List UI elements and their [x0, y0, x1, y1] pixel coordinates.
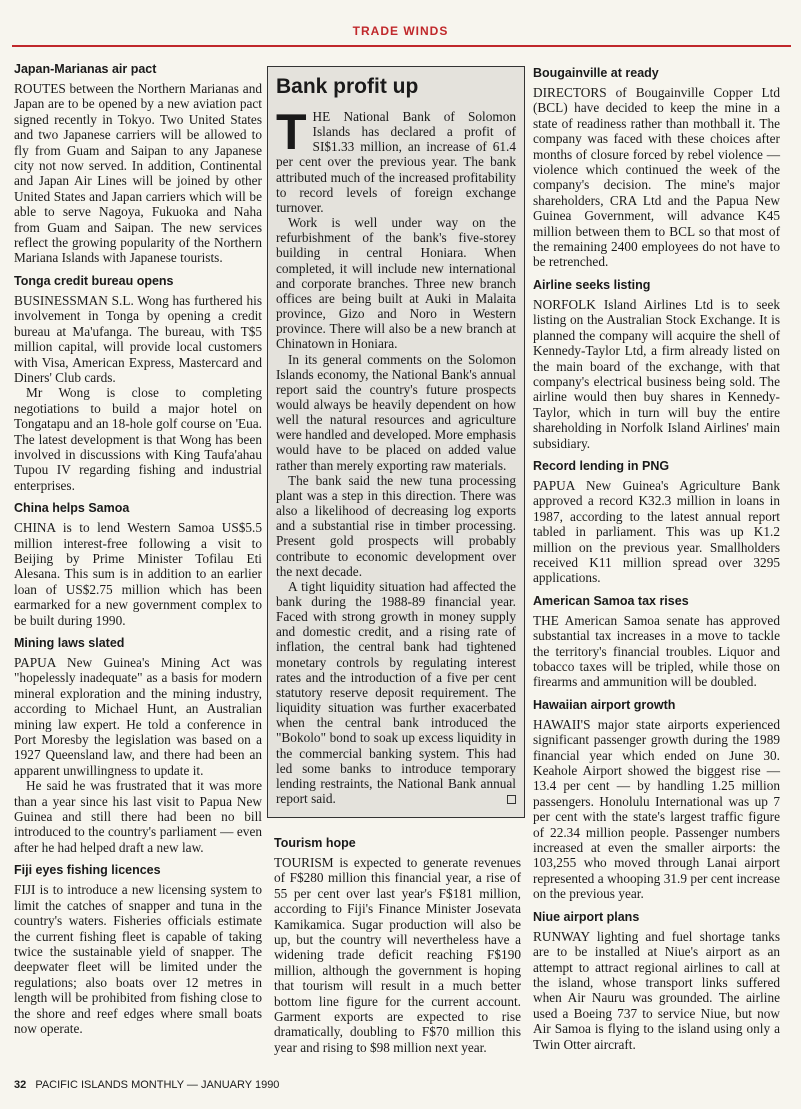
header-rule [12, 45, 791, 47]
publication-line: PACIFIC ISLANDS MONTHLY — JANUARY 1990 [35, 1079, 280, 1091]
story-tourism-hope [274, 836, 521, 1055]
story-paragraph: PAPUA New Guinea's Agriculture Bank approved a record K32.3 million in loans in 1987, according to the latest annual report tabled in parliament. This was up K1.2 million on the previous year. Smallholders received K11 million spread over 3295 applications. [533, 477, 780, 586]
feature-last-text: A tight liquidity situation had affected the bank during the 1988-89 financial year. Faced with strong growth in money supply and domestic credit, and a rising rate of inflation, the central bank had tightened monetary controls by regulating interest rates and the introduction of a five per cent statutory reserve deposit requirement. The liquidity situation was further exacerbated when the central bank introduced the "Bokolo" bond to soak up excess liquidity in the commercial banking system. This had led some banks to introduce temporary lending restraints, the National Bank annual report said. [276, 578, 516, 807]
story-paragraph: DIRECTORS of Bougainville Copper Ltd (BCL) have decided to keep the mine in a state of readiness rather than mothball it. The company was faced with these choices after months of closure forced by rebel violence — violence which continued the week of the company's decision. The mine's major shareholders, CRA Ltd and the Papua New Guinea Government, will advance K45 million between them to BCL so that most of the remaining 2400 employees do not have to be retrenched. [533, 85, 780, 270]
story-headline: Bougainville at ready [533, 66, 659, 80]
story-fiji-fishing [14, 863, 262, 1036]
feature-paragraph [276, 579, 516, 806]
page-footer [14, 1079, 279, 1091]
story-headline: Niue airport plans [533, 909, 640, 924]
feature-box-bank-profit [267, 66, 525, 818]
feature-lead-text: HE National Bank of Solomon Islands has declared a profit of SI$1.33 million, an increase of 61.4 per cent over the previous year. The bank attributed much of the increased profitability to record levels of foreign exchange turnover. [276, 109, 516, 215]
story-niue-airport [533, 910, 780, 1052]
feature-headline: Bank profit up [276, 75, 419, 98]
drop-cap: T [276, 104, 307, 160]
story-headline: Mining laws slated [14, 636, 125, 650]
section-title: TRADE WINDS [352, 24, 449, 38]
story-headline: American Samoa tax rises [533, 593, 689, 608]
story-paragraph: He said he was frustrated that it was more than a year since his last visit to Papua New Guinea and still there had been no bill introduced to the country's parliament — even after he had helped draft a new law. [14, 778, 262, 855]
story-headline: Tonga credit bureau opens [14, 273, 174, 288]
right-column [533, 66, 780, 1060]
story-headline: Airline seeks listing [533, 277, 651, 292]
feature-body [276, 104, 516, 807]
story-paragraph: RUNWAY lighting and fuel shortage tanks are to be installed at Niue's airport as an attempt to attract regional airlines to call at the island, whose transport links suffered when Air Nauru was grounded. The airline used a Boeing 737 to service Niue, but now Air Samoa is flying to the island using only a Twin Otter aircraft. [533, 928, 780, 1052]
story-china-samoa [14, 501, 262, 628]
story-headline: Tourism hope [274, 836, 356, 850]
left-column [14, 62, 262, 1044]
story-mining-laws [14, 636, 262, 855]
story-airline-listing [533, 278, 780, 451]
story-paragraph: THE American Samoa senate has approved substantial tax increases in a move to tackle the territory's financial troubles. Liquor and tobacco taxes will be tripled, while those on firearms and ammunition will be doubled. [533, 612, 780, 690]
story-headline: Hawaiian airport growth [533, 697, 676, 712]
story-paragraph: HAWAII'S major state airports experienced significant passenger growth during the 1989 financial year which ended on June 30. Keahole Airport showed the biggest rise — 13.4 per cent — by handling 1.25 million passengers. Honolulu International was up 7 per cent with the state's largest traffic figure of 22.34 million people. Passenger numbers increased at even the smaller airports: the 103,255 who moved through Lanai airport represented a whooping 31.9 per cent increase on the previous year. [533, 716, 780, 902]
story-tonga-credit [14, 274, 262, 493]
story-paragraph: Mr Wong is close to completing negotiations to build a major hotel on Tongatapu and an 18-hole golf course on 'Eua. The latest development is that Wong has been involved in discussions with King Taufa'ahau Tupou IV regarding fishing and industrial enterprises. [14, 385, 262, 493]
story-paragraph: FIJI is to introduce a new licensing system to limit the catches of snapper and tuna in the country's waters. Fisheries officials estimate the current fishing fleet is capable of taking twice the sustainable yield of snapper. The deepwater fleet will be limited under the regulations; also boats over 12 metres in length will be prohibited from fishing close to the shore and reef edges where small boats now operate. [14, 882, 262, 1036]
story-headline: China helps Samoa [14, 501, 130, 516]
story-japan-marianas [14, 62, 262, 266]
story-bougainville [533, 66, 780, 270]
end-mark-icon [507, 795, 516, 804]
page-number: 32 [14, 1079, 27, 1091]
story-headline: Fiji eyes fishing licences [14, 863, 161, 878]
page-header [0, 0, 801, 50]
story-png-lending [533, 459, 780, 586]
middle-lower-column [274, 836, 521, 1063]
story-paragraph: CHINA is to lend Western Samoa US$5.5 million interest-free following a visit to Beijing by Prime Minister Tofilau Eti Alesana. This sum is in addition to an earlier loan of US$2.75 million which has been earmarked for a new government complex to be built during 1990. [14, 520, 262, 628]
story-american-samoa-tax [533, 594, 780, 690]
story-headline: Record lending in PNG [533, 458, 670, 473]
story-paragraph: ROUTES between the Northern Marianas and Japan are to be opened by a new aviation pact signed recently in Tokyo. Two United States and two Japanese carriers will be allowed to fly from Guam and Saipan to any Japanese city not now served. In addition, Continental and Japan Air Lines will be joined by other United States and Japan carriers which will be able to serve Nagoya, Fukuoka and Naha from Guam and Saipan. The new services reflect the growing popularity of the Northern Mariana Islands with Japanese tourists. [14, 81, 262, 266]
feature-lead-paragraph [276, 104, 516, 215]
story-paragraph: TOURISM is expected to generate revenues of F$280 million this financial year, a rise of 55 per cent over last year's F$181 million, according to Fiji's Finance Minister Josevata Kamikamica. Sugar production will also be up, but the country will nevertheless have a widening trade deficit reaching F$190 million, although the government is hoping that tourism will result in a much better bottom line figure for the current account. Garment exports are expected to rise dramatically, doubling to F$70 million this year and rising to $98 million next year. [274, 855, 521, 1055]
story-hawaiian-airport [533, 698, 780, 902]
story-paragraph: BUSINESSMAN S.L. Wong has furthered his involvement in Tonga by opening a credit bureau at Ma'ufanga. The bureau, with T$5 million capital, will provide local customers with Visa, American Express, Mastercard and Diners' Club cards. [14, 292, 262, 385]
feature-paragraph: The bank said the new tuna processing plant was a step in this direction. There was also a likelihood of decreasing log exports and a substantial rise in timber processing. Present gold prospects will probably contribute to economic development over the next decade. [276, 472, 516, 579]
feature-paragraph: Work is well under way on the refurbishment of the bank's five-storey building in central Honiara. When completed, it will include new international and corporate branches. Three new branch offices are being built at Auki in Malaita province, Gizo and Noro in Western province. There will also be a new branch at Chinatown in Honiara. [276, 215, 516, 352]
story-headline: Japan-Marianas air pact [14, 62, 157, 76]
story-paragraph: NORFOLK Island Airlines Ltd is to seek listing on the Australian Stock Exchange. It is planned the company will acquire the shell of Kennedy-Taylor Ltd, a firm already listed on the main board of the exchange, with that company's electrical business being sold. The airline would then buy shares in Kennedy-Taylor, which in turn will buy the entire shareholding in Norfolk Island Airlines' main subsidiary. [533, 296, 780, 451]
story-paragraph: PAPUA New Guinea's Mining Act was "hopelessly inadequate" as a basis for modern mineral exploration and the mining industry, according to Michael Hunt, an Australian mining law expert. He told a conference in Port Moresby the legislation was based on a 1927 Queensland law, and there had been an apparent unwillingness to update it. [14, 655, 262, 778]
feature-paragraph: In its general comments on the Solomon Islands economy, the National Bank's annual report said the country's future prospects would always be heavily dependent on how well the natural resources and agriculture were handled and developed. More emphasis would have to be placed on added value rather than merely exporting raw materials. [276, 351, 516, 473]
